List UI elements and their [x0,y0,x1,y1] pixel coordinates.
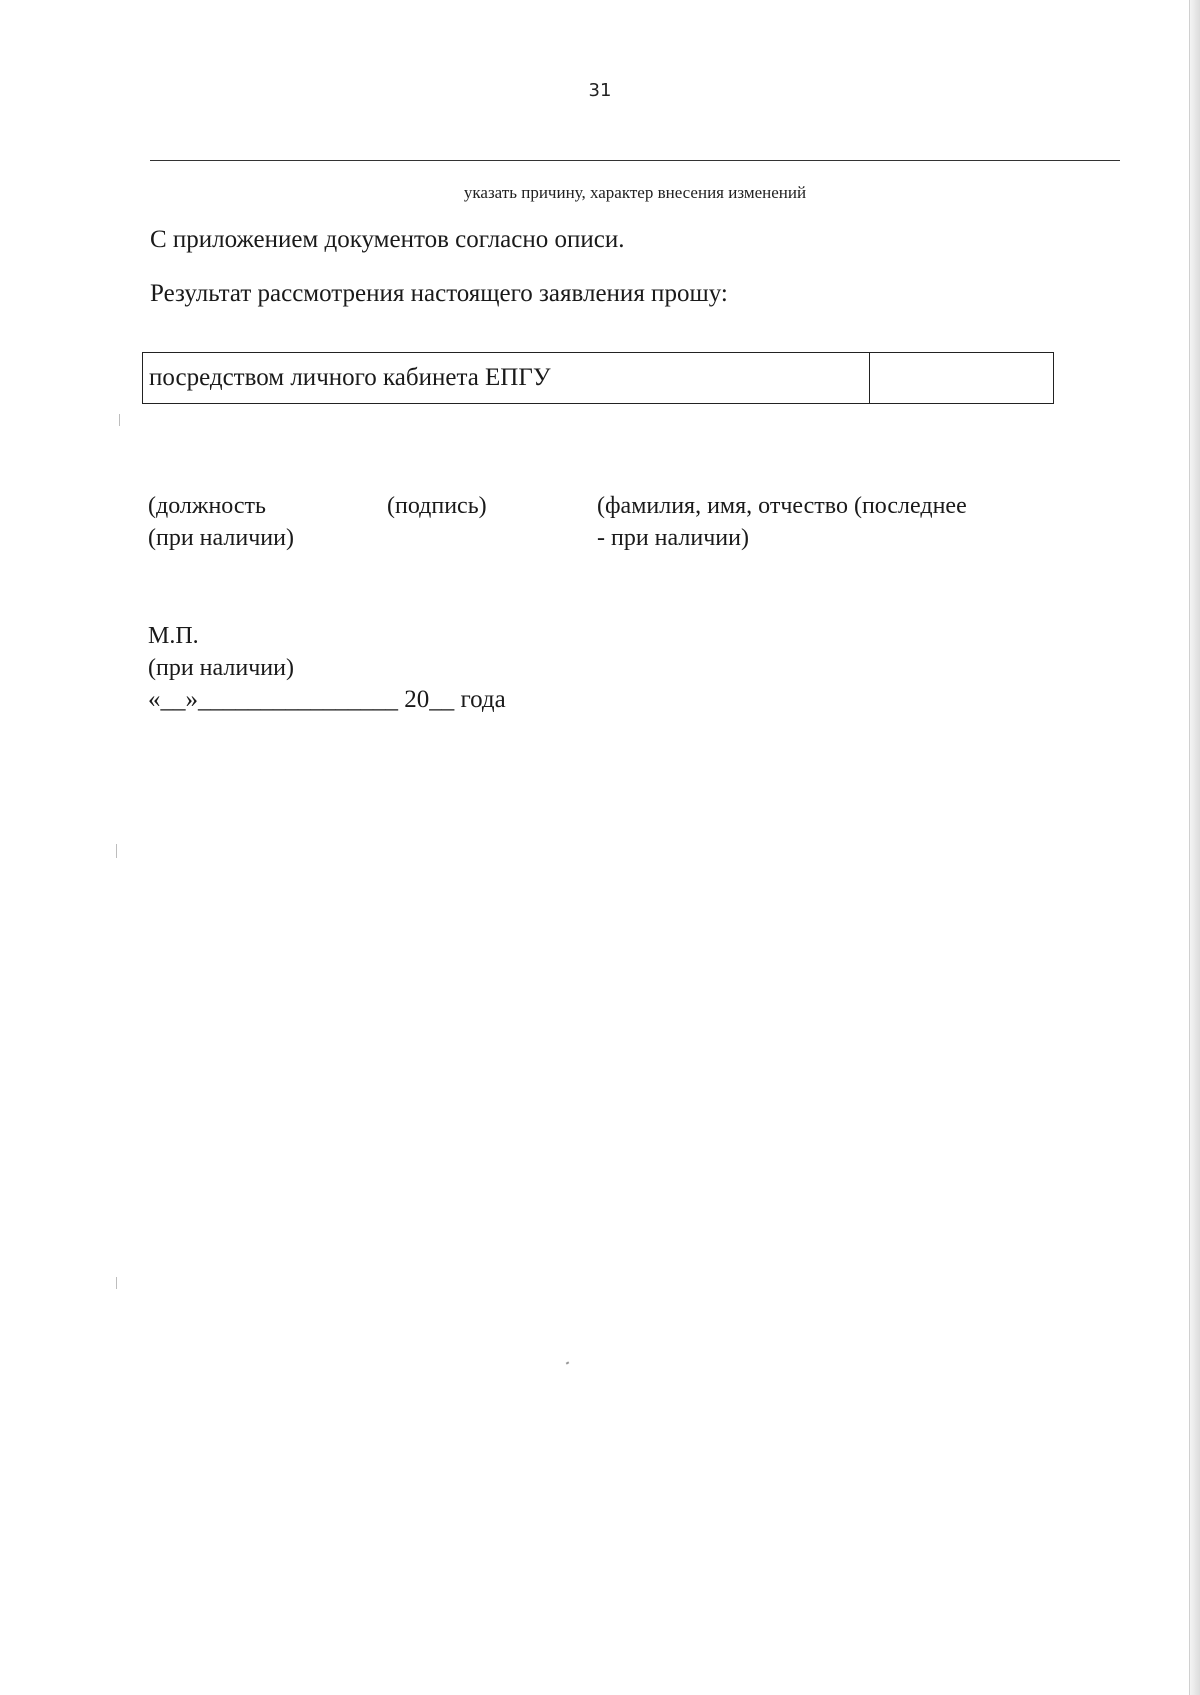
scan-artifact [116,844,117,858]
position-caption-line2: (при наличии) [148,525,294,551]
full-name-caption-line1: (фамилия, имя, отчество (последнее [597,493,967,519]
full-name-caption-line2: - при наличии) [597,525,749,551]
date-line: «__»________________ 20__ года [148,686,506,713]
scan-artifact [566,1361,570,1364]
position-caption-line1: (должность [148,493,266,519]
stamp-block [148,620,294,684]
full-name-caption [597,490,1057,554]
reason-caption: указать причину, характер внесения изменений [463,183,807,202]
signature-caption-text: (подпись) [387,493,487,519]
scan-artifact [119,414,120,426]
scan-artifact [116,1277,117,1289]
reason-fill-line [150,160,1120,161]
result-request-paragraph: Результат рассмотрения настоящего заявления прошу: [150,280,728,307]
delivery-option-checkbox[interactable] [870,353,1054,404]
stamp-note: (при наличии) [148,655,294,681]
page-number: 31 [588,80,612,101]
page-edge-shadow [1189,0,1200,1695]
result-delivery-table [142,352,1054,404]
signature-caption [387,490,567,522]
delivery-option-label: посредством личного кабинета ЕПГУ [143,353,870,404]
attachments-paragraph: С приложением документов согласно описи. [150,226,625,253]
position-caption [148,490,378,554]
table-row [143,353,1054,404]
stamp-label: М.П. [148,623,199,649]
